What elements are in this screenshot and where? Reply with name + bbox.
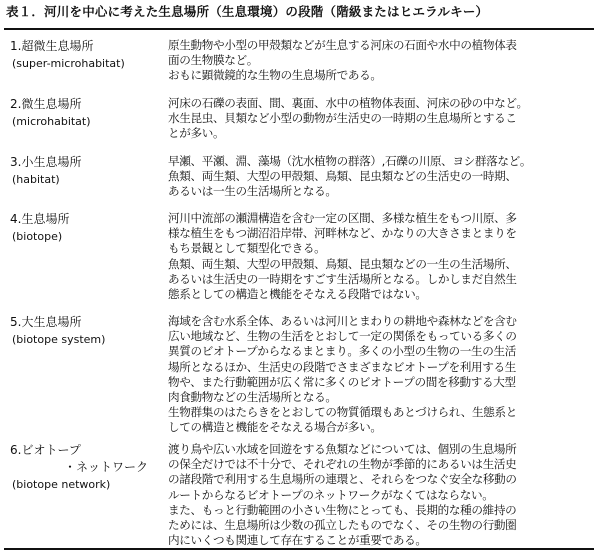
habitat-level-name-continued: ・ネットワーク xyxy=(64,460,149,474)
description-line: 海域を含む水系全体、あるいは河川とまわりの耕地や森林などを含む xyxy=(168,314,517,328)
row-description xyxy=(168,154,588,200)
habitat-level-english: (super-microhabitat) xyxy=(12,57,125,70)
description-line: 態系としての構造と機能をそなえる段階ではない。 xyxy=(168,287,427,302)
description-line: おもに顕微鏡的な生物の生息場所である。 xyxy=(168,68,382,83)
description-line: あるいは生活史の一時期をすごす生活場所となる。しかしまだ自然生 xyxy=(168,271,517,286)
description-line: 早瀬、平瀬、淵、藻場（沈水植物の群落）,石礫の川原、ヨシ群落など。 xyxy=(168,154,532,168)
row-label xyxy=(10,38,168,72)
habitat-level-name: 2.微生息場所 xyxy=(10,97,82,111)
table-title: 表１．河川を中心に考えた生息場所（生息環境）の段階（階級またはヒエラルキー） xyxy=(6,4,489,19)
description-line: ルートからなるビオトープのネットワークがなくてはならない。 xyxy=(168,487,494,502)
habitat-hierarchy-table xyxy=(4,28,594,550)
habitat-level-name: 3.小生息場所 xyxy=(10,155,82,169)
description-line: 肉食動物などの生活場所となる。 xyxy=(168,390,337,405)
description-line: とが多い。 xyxy=(168,126,225,141)
description-line: 原生動物や小型の甲殻類などが生息する河床の石面や水中の植物体表 xyxy=(168,38,517,52)
row-description xyxy=(168,96,588,142)
description-line: 内にいくつも関連して存在することが重要である。 xyxy=(168,533,427,548)
description-line: しての構造と機能をそなえる場合が多い。 xyxy=(168,420,382,435)
description-line: 魚類、両生類、大型の甲殻類、鳥類、昆虫類などの一生の生活場所、 xyxy=(168,256,517,271)
row-label xyxy=(10,442,168,493)
description-line: あるいは一生の生活場所となる。 xyxy=(168,184,337,199)
description-line: 魚類、両生類、大型の甲殻類、鳥類、昆虫類などの生活史の一時期、 xyxy=(168,169,517,184)
description-line: 広い地域など、生物の生活をとおして一定の関係をもっている多くの xyxy=(168,329,517,344)
row-label xyxy=(10,96,168,130)
description-line: 河川中流部の瀬淵構造を含む一定の区間、多様な植生をもつ川原、多 xyxy=(168,211,517,225)
description-line: もち景観として類型化できる。 xyxy=(168,241,326,256)
description-line: の保全だけでは不十分で、それぞれの生物が季節的にあるいは生活史 xyxy=(168,457,517,472)
row-label xyxy=(10,314,168,348)
row-description xyxy=(168,38,588,84)
row-label xyxy=(10,211,168,245)
habitat-level-name: 4.生息場所 xyxy=(10,212,70,226)
habitat-level-english: (microhabitat) xyxy=(12,115,91,128)
habitat-level-name: 6.ビオトープ xyxy=(10,443,81,457)
habitat-level-english: (biotope system) xyxy=(12,333,106,346)
habitat-level-name: 1.超微生息場所 xyxy=(10,39,94,53)
row-description xyxy=(168,442,588,548)
description-line: 渡り鳥や広い水域を回遊をする魚類などについては、個別の生息場所 xyxy=(168,442,517,456)
row-description xyxy=(168,211,588,302)
habitat-level-name: 5.大生息場所 xyxy=(10,315,82,329)
description-line: 場所となるほか、生活史の段階でさまざまなビオトープを利用する生 xyxy=(168,359,516,374)
description-line: 生物群集のはたらきをとおしての物質循環もあとづけられ、生態系と xyxy=(168,405,518,420)
description-line: 様な植生をもつ湖沼沿岸帯、河畔林など、かなりの大きさまとまりを xyxy=(168,226,517,241)
description-line: の諸段階で利用する生息場所の連環と、それらをつなぐ安全な移動の xyxy=(168,472,517,487)
habitat-level-english: (biotope) xyxy=(12,230,63,243)
description-line: 水生昆虫、貝類など小型の動物が生活史の一時期の生息場所とするこ xyxy=(168,111,517,126)
row-description xyxy=(168,314,588,436)
description-line: 物や、また行動範囲が広く常に多くのビオトープの間を移動する大型 xyxy=(168,374,516,389)
habitat-level-english: (biotope network) xyxy=(12,478,111,491)
description-line: また、もっと行動範囲の小さい生物にとっても、長期的な種の維持の xyxy=(168,502,517,517)
description-line: 面の生物膜など。 xyxy=(168,53,258,68)
row-label xyxy=(10,154,168,188)
description-line: ためには、生息場所は少数の孤立したものでなく、その生物の行動圏 xyxy=(168,518,517,533)
description-line: 異質のビオトープからなるまとまり。多くの小型の生物の一生の生活 xyxy=(168,344,516,359)
description-line: 河床の石礫の表面、間、裏面、水中の植物体表面、河床の砂の中など。 xyxy=(168,96,528,110)
habitat-level-english: (habitat) xyxy=(12,173,60,186)
